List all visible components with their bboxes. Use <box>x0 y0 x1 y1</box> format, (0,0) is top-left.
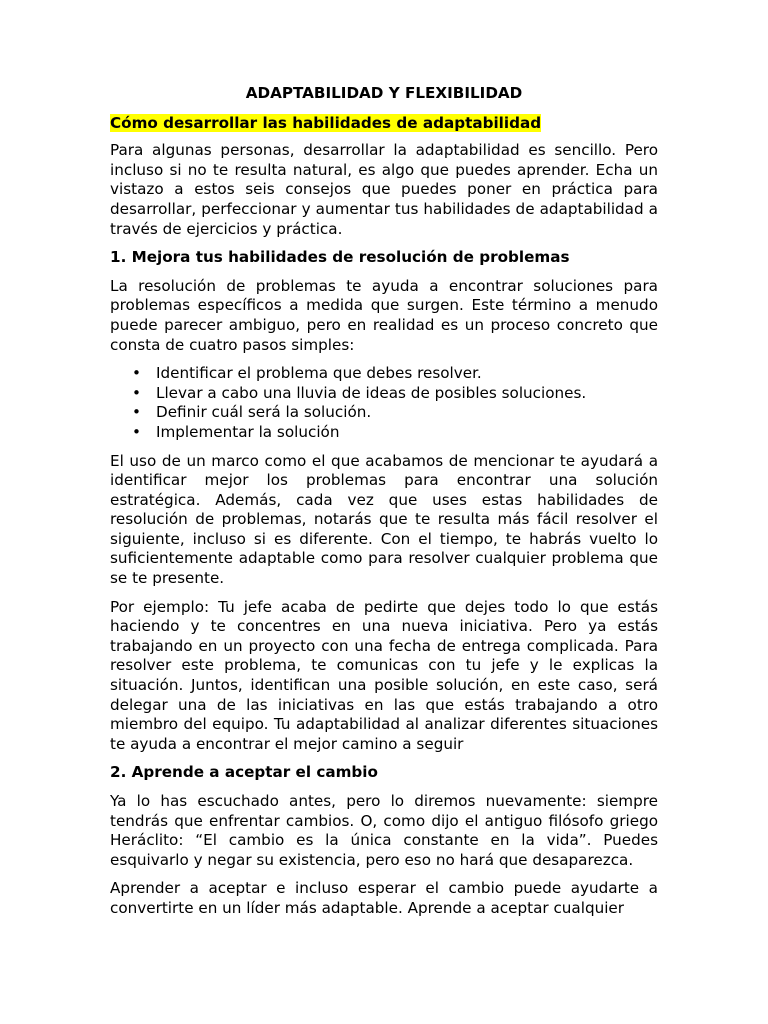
section-2-paragraph-2: Aprender a aceptar e incluso esperar el cambio puede ayudarte a convertirte en un líder más adaptable. Aprende a aceptar cualquier <box>110 879 658 917</box>
list-item-text: Llevar a cabo una lluvia de ideas de posibles soluciones. <box>156 383 587 402</box>
list-item-text: Definir cuál será la solución. <box>156 403 372 422</box>
intro-paragraph: Para algunas personas, desarrollar la adaptabilidad es sencillo. Pero incluso si no te resulta natural, es algo que puedes aprender. Echa un vistazo a estos seis consejos que puedes poner en práctica para desarrollar, perfeccionar y aumentar tus habilidades de adaptabilidad a través de ejercicios y práctica. <box>110 141 658 238</box>
highlighted-subtitle <box>110 114 658 134</box>
document-page <box>110 78 658 928</box>
section-1-paragraph-1: La resolución de problemas te ayuda a encontrar soluciones para problemas específicos a medida que surgen. Este término a menudo puede parecer ambiguo, pero en realidad es un proceso concreto que consta de cuatro pasos simples: <box>110 276 658 354</box>
list-item-text: Identificar el problema que debes resolver. <box>156 364 482 383</box>
section-1-heading: 1. Mejora tus habilidades de resolución de problemas <box>110 248 570 267</box>
bullet-icon: • <box>132 403 141 422</box>
section-2-paragraph-1: Ya lo has escuchado antes, pero lo diremos nuevamente: siempre tendrás que enfrentar cambios. O, como dijo el antiguo filósofo griego Heráclito: “El cambio es la única constante en la vida”. Puedes esquivarlo y negar su existencia, pero eso no hará que desaparezca. <box>110 792 658 869</box>
list-item <box>110 364 658 384</box>
bullet-icon: • <box>132 383 141 402</box>
section-1-paragraph-2: El uso de un marco como el que acabamos de mencionar te ayudará a identificar mejor los problemas para encontrar una solución estratégica. Además, cada vez que uses estas habilidades de resolución de problemas, notarás que te resulta más fácil resolver el siguiente, incluso si es diferente. Con el tiempo, te habrás vuelto lo suficientemente adaptable como para resolver cualquier problema que se te presente. <box>110 451 658 588</box>
bullet-icon: • <box>132 422 141 441</box>
list-item-text: Implementar la solución <box>156 422 340 441</box>
steps-list <box>110 364 658 442</box>
section-1-paragraph-3: Por ejemplo: Tu jefe acaba de pedirte que dejes todo lo que estás haciendo y te concentres en una nueva iniciativa. Pero ya estás trabajando en un proyecto con una fecha de entrega complicada. Para resolver este problema, te comunicas con tu jefe y le explicas la situación. Juntos, identifican una posible solución, en este caso, será delegar una de las iniciativas en las que estás trabajando a otro miembro del equipo. Tu adaptabilidad al analizar diferentes situaciones te ayuda a encontrar el mejor camino a seguir <box>110 597 658 753</box>
document-title: ADAPTABILIDAD Y FLEXIBILIDAD <box>245 84 523 102</box>
section-2-heading: 2. Aprende a aceptar el cambio <box>110 763 378 782</box>
list-item <box>110 403 658 423</box>
subtitle-text: Cómo desarrollar las habilidades de adaptabilidad <box>110 113 542 132</box>
list-item <box>110 384 658 404</box>
list-item <box>110 423 658 443</box>
bullet-icon: • <box>132 364 141 383</box>
